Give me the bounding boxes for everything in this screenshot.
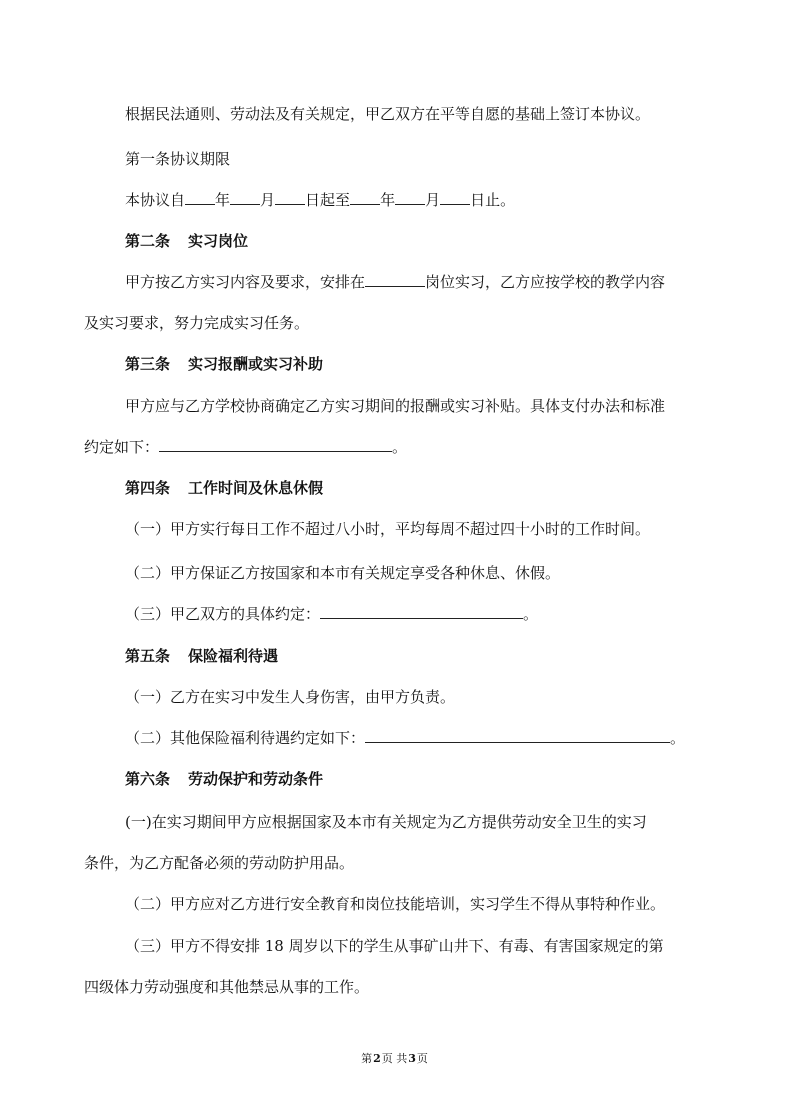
year-blank: [350, 190, 380, 205]
article-1-title: 第一条协议期限: [125, 150, 231, 168]
article-3-line-1: 甲方应与乙方学校协商确定乙方实习期间的报酬或实习补贴。具体支付办法和标准: [125, 397, 666, 415]
article-6-item-1-line-2: 条件，为乙方配备必须的劳动防护用品。: [84, 854, 355, 872]
article-4-title: 第四条 工作时间及休息休假: [125, 479, 324, 497]
page-footer: 第2页 共3页: [361, 1052, 428, 1065]
current-page: 2: [373, 1052, 381, 1065]
article-6-title: 第六条 劳动保护和劳动条件: [125, 770, 324, 788]
article-3-title: 第三条 实习报酬或实习补助: [125, 355, 324, 373]
day-blank: [440, 190, 470, 205]
month-blank: [230, 190, 260, 205]
article-2-title: 第二条 实习岗位: [125, 232, 249, 250]
article-3-line-2: 约定如下： 。: [84, 438, 408, 456]
article-4-item-3: （三）甲乙双方的具体约定： 。: [125, 605, 539, 623]
article-6-item-3-line-2: 四级体力劳动强度和其他禁忌从事的工作。: [84, 978, 370, 996]
article-5-title: 第五条 保险福利待遇: [125, 647, 279, 665]
article-6-item-3-line-1: （三）甲方不得安排 18 周岁以下的学生从事矿山井下、有毒、有害国家规定的第: [125, 937, 664, 955]
article-6-item-1-line-1: (一)在实习期间甲方应根据国家及本市有关规定为乙方提供劳动安全卫生的实习: [125, 813, 647, 831]
agreement-blank: [320, 604, 523, 619]
day-blank: [275, 190, 305, 205]
total-pages: 3: [408, 1052, 416, 1065]
article-4-item-1: （一）甲方实行每日工作不超过八小时，平均每周不超过四十小时的工作时间。: [125, 520, 651, 538]
post-blank: [365, 272, 425, 287]
payment-blank: [159, 437, 392, 452]
article-2-line-2: 及实习要求，努力完成实习任务。: [84, 314, 310, 332]
intro-paragraph: 根据民法通则、劳动法及有关规定，甲乙双方在平等自愿的基础上签订本协议。: [125, 105, 651, 123]
article-4-item-2: （二）甲方保证乙方按国家和本市有关规定享受各种休息、休假。: [125, 564, 561, 582]
article-5-item-2: （二）其他保险福利待遇约定如下： 。: [125, 729, 686, 747]
article-1-text: 本协议自 年 月 日起至 年 月 日止。: [125, 191, 516, 209]
month-blank: [395, 190, 425, 205]
year-blank: [185, 190, 215, 205]
insurance-blank: [365, 728, 670, 743]
article-5-item-1: （一）乙方在实习中发生人身伤害，由甲方负责。: [125, 688, 456, 706]
article-6-item-2: （二）甲方应对乙方进行安全教育和岗位技能培训，实习学生不得从事特种作业。: [125, 895, 666, 913]
article-2-line-1: 甲方按乙方实习内容及要求，安排在 岗位实习，乙方应按学校的教学内容: [125, 273, 666, 291]
